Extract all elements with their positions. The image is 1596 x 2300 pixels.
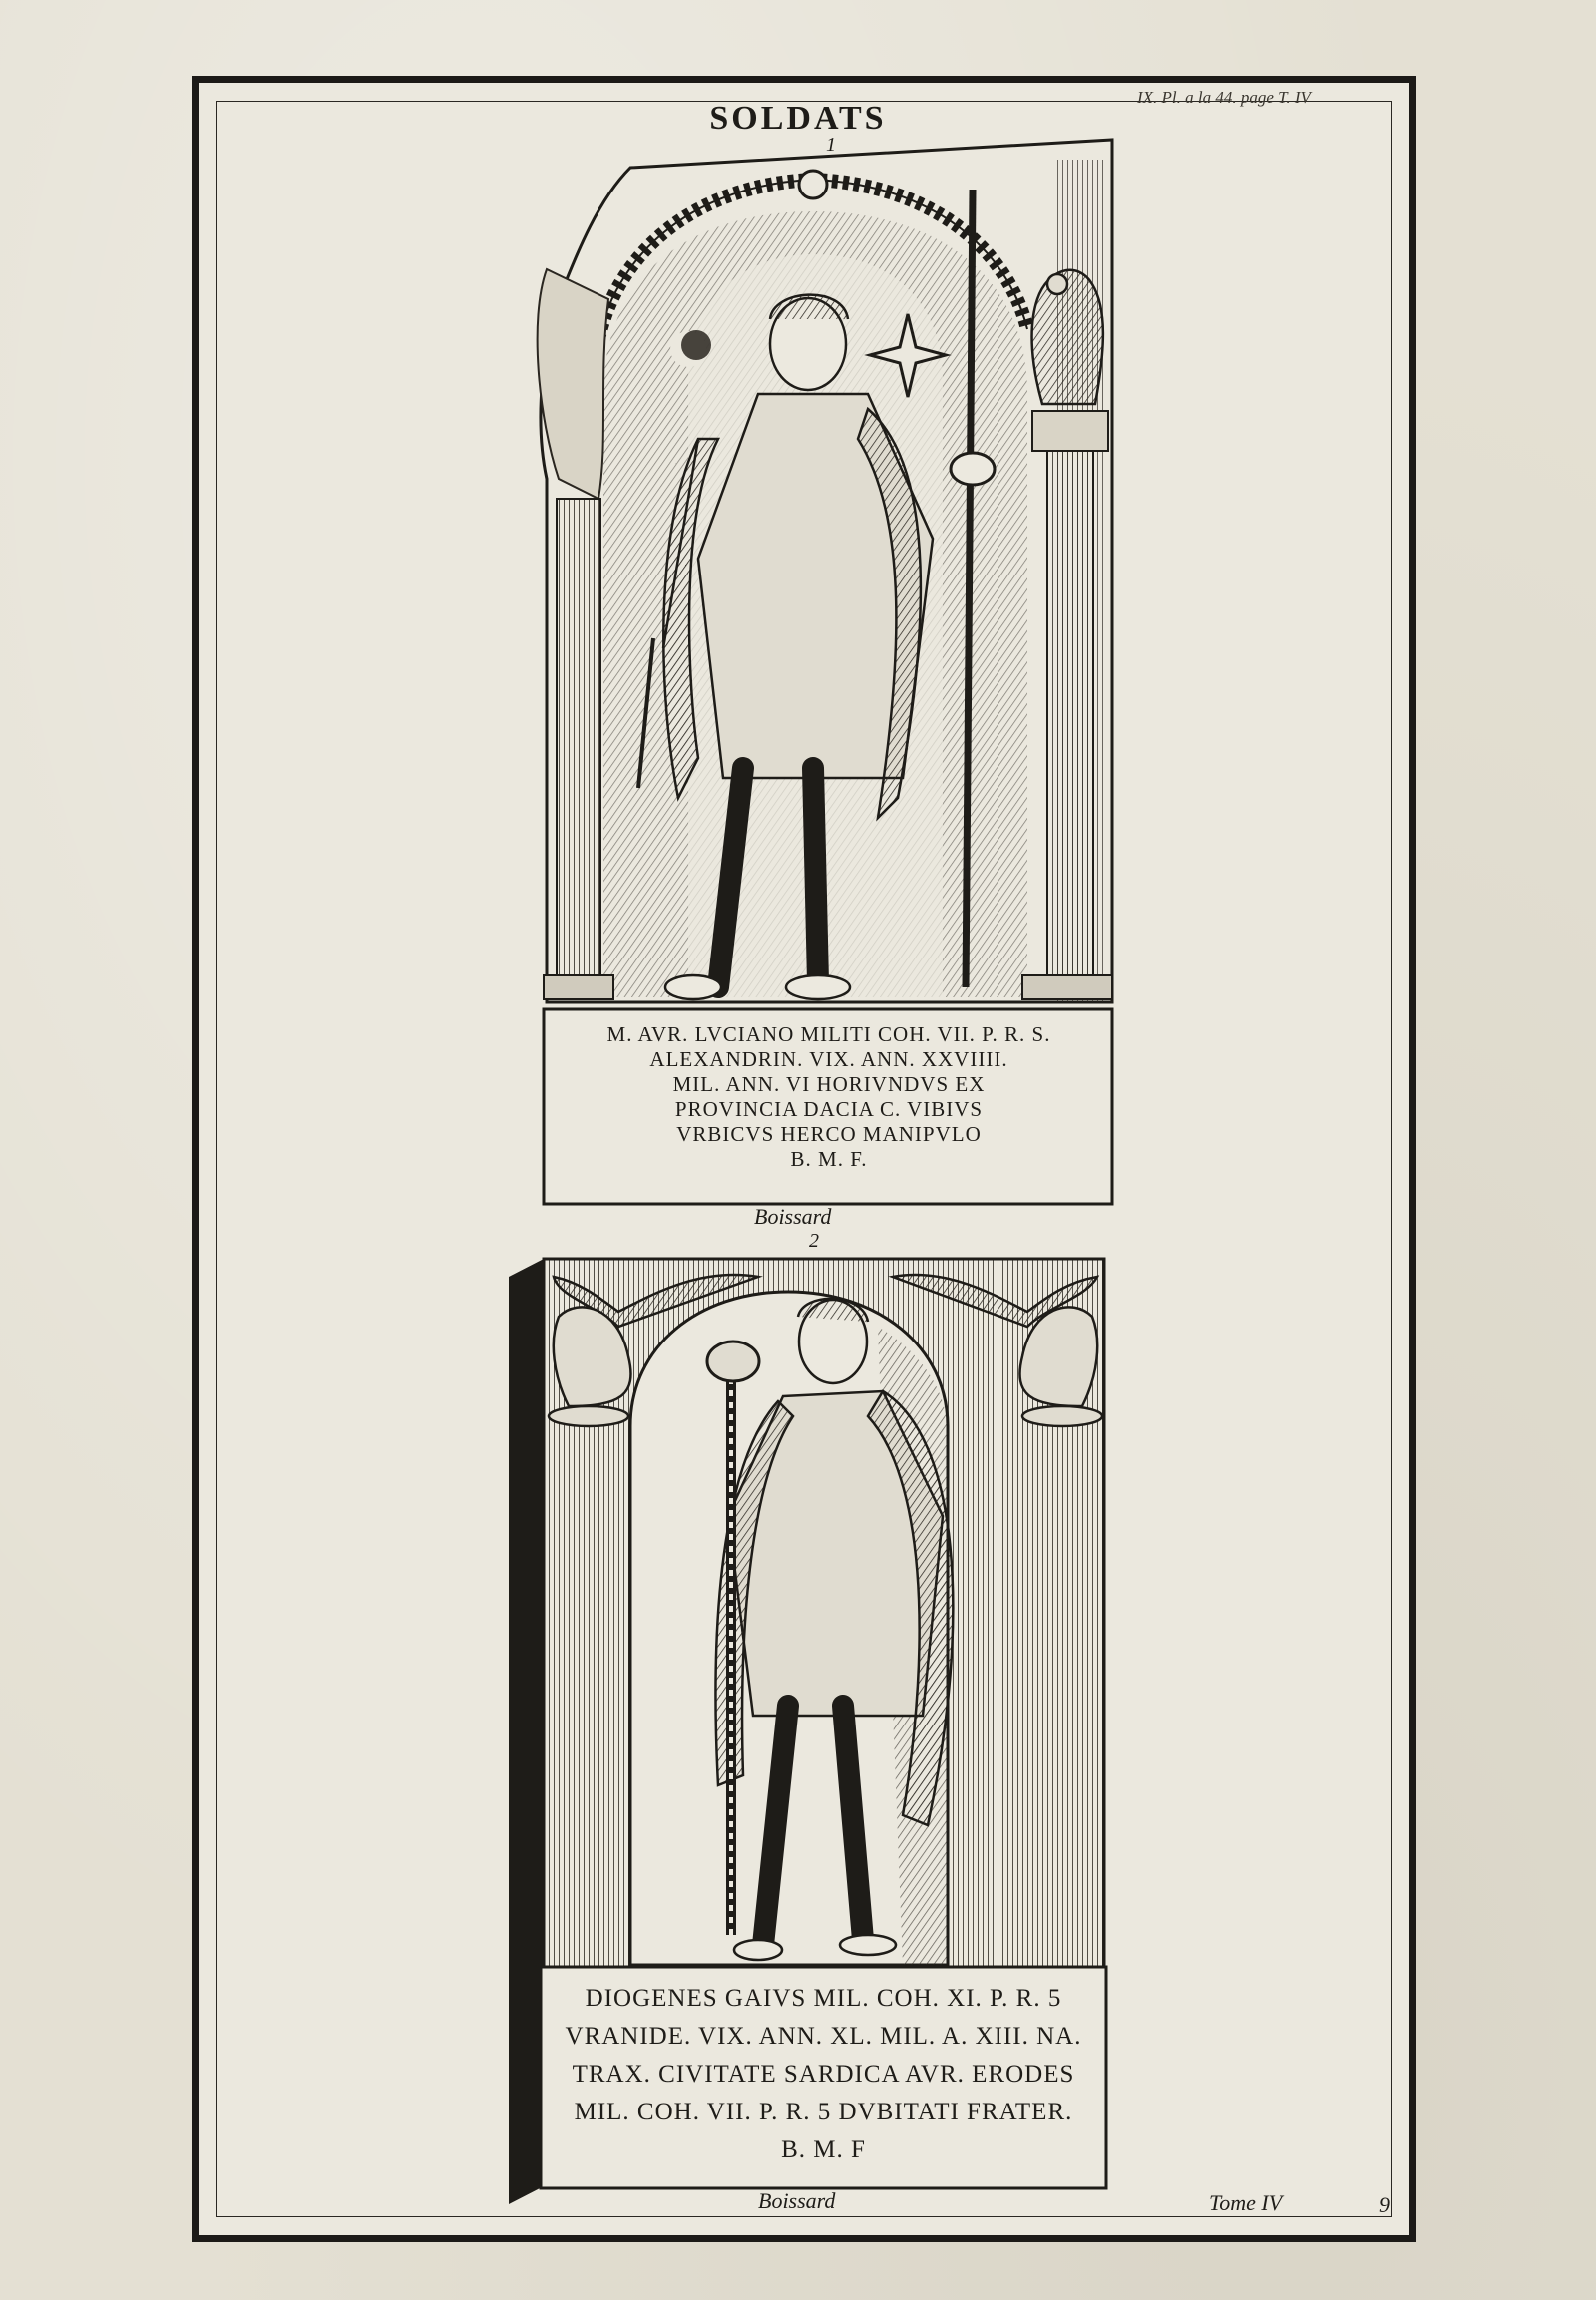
inscription-2-line: MIL. COH. VII. P. R. 5 DVBITATI FRATER. [574, 2099, 1073, 2125]
inscription-1-line: VRBICVS HERCO MANIPVLO [676, 1122, 982, 1146]
source-caption-1: Boissard [754, 1204, 832, 1229]
inscription-1-line: M. AVR. LVCIANO MILITI COH. VII. P. R. S. [606, 1022, 1051, 1046]
plate-reference: IX. Pl. a la 44. page T. IV [1137, 88, 1311, 107]
plate-title: SOLDATS [709, 100, 887, 137]
inscription-2-line: B. M. F [781, 2136, 866, 2163]
inscription-2-line: TRAX. CIVITATE SARDICA AVR. ERODES [572, 2061, 1075, 2088]
inscription-2-line: DIOGENES GAIVS MIL. COH. XI. P. R. 5 [585, 1985, 1062, 2012]
inscription-2-line: VRANIDE. VIX. ANN. XL. MIL. A. XIII. NA. [565, 2023, 1082, 2050]
inscription-1-line: ALEXANDRIN. VIX. ANN. XXVIIII. [649, 1047, 1008, 1071]
figure-number-2: 2 [809, 1230, 819, 1252]
inscription-2 [541, 1980, 1106, 2169]
inscription-1-line: MIL. ANN. VI HORIVNDVS EX [672, 1072, 986, 1096]
inscription-1-line: B. M. F. [790, 1147, 868, 1171]
page-number: 9 [1379, 2192, 1390, 2217]
source-caption-2: Boissard [758, 2188, 836, 2213]
tome-label: Tome IV [1209, 2190, 1283, 2215]
inscription-1-line: PROVINCIA DACIA C. VIBIVS [674, 1097, 984, 1121]
figure-number-1: 1 [826, 134, 836, 156]
